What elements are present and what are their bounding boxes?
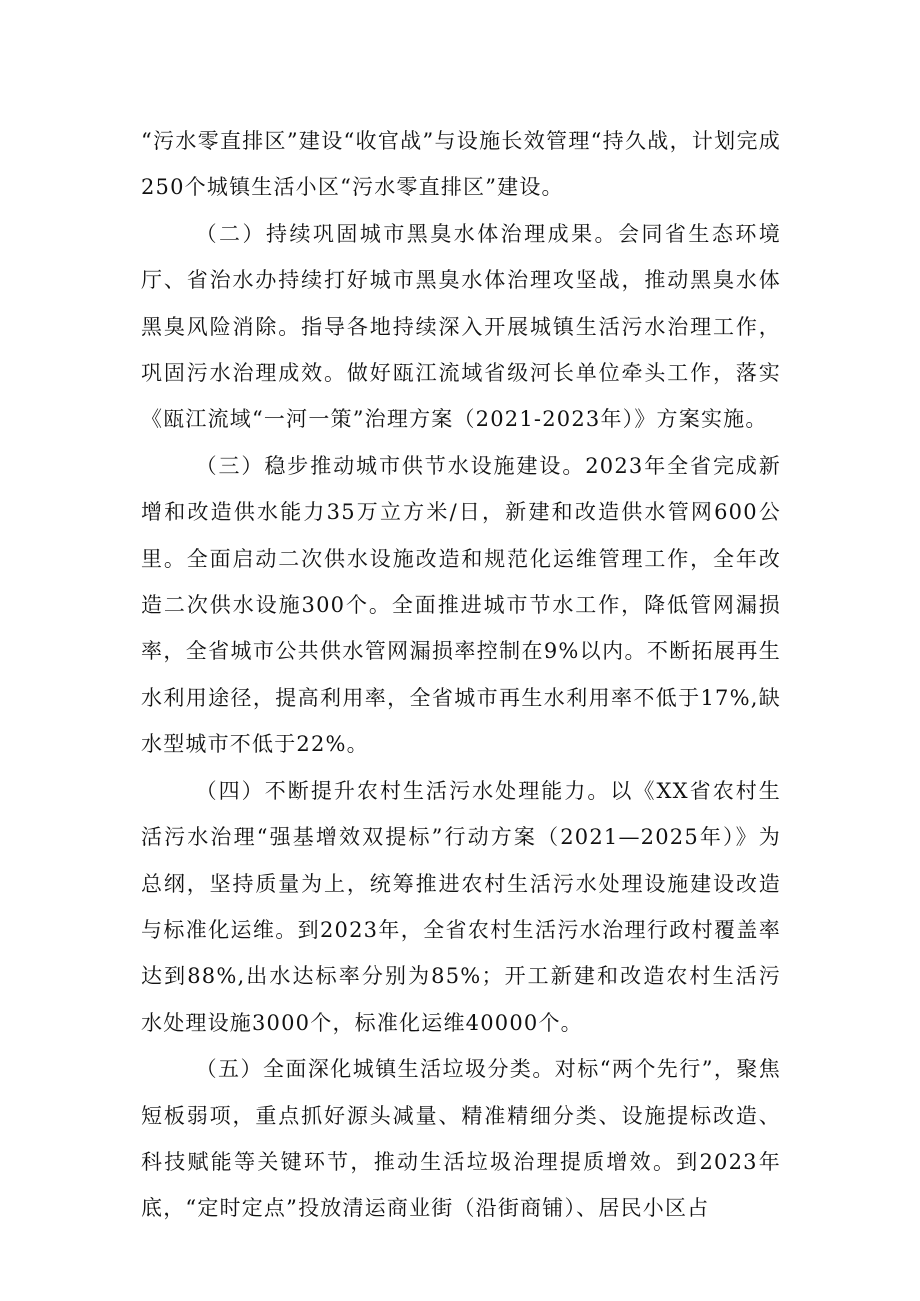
paragraph-continuation: “污水零直排区”建设“收官战”与设施长效管理“持久战，计划完成250个城镇生活小区“污水零直排区”建设。 — [141, 129, 781, 200]
paragraph-garbage-sorting: （五）全面深化城镇生活垃圾分类。对标“两个先行”，聚焦短板弱项，重点抓好源头减量、精准精细分类、设施提标改造、科技赋能等关键环节，推动生活垃圾治理提质增效。到2023年底，“定时定点”投放清运商业街（沿街商铺）、居民小区占 — [141, 1057, 781, 1221]
document-body — [141, 118, 781, 1232]
paragraph-rural-sewage: （四）不断提升农村生活污水处理能力。以《XX省农村生活污水治理“强基增效双提标”行动方案（2021—2025年）》为总纲，坚持质量为上，统筹推进农村生活污水处理设施建设改造与标准化运维。到2023年，全省农村生活污水治理行政村覆盖率达到88%,出水达标率分别为85%；开工新建和改造农村生活污水处理设施3000个，标准化运维40000个。 — [141, 778, 781, 1035]
paragraph-black-odorous-water: （二）持续巩固城市黑臭水体治理成果。会同省生态环境厅、省治水办持续打好城市黑臭水体治理攻坚战，推动黑臭水体黑臭风险消除。指导各地持续深入开展城镇生活污水治理工作，巩固污水治理成效。做好瓯江流域省级河长单位牵头工作，落实《瓯江流域“一河一策”治理方案（2021-2023年）》方案实施。 — [141, 221, 781, 432]
paragraph-water-supply: （三）稳步推动城市供节水设施建设。2023年全省完成新增和改造供水能力35万立方米/日，新建和改造供水管网600公里。全面启动二次供水设施改造和规范化运维管理工作，全年改造二次供水设施300个。全面推进城市节水工作，降低管网漏损率，全省城市公共供水管网漏损率控制在9%以内。不断拓展再生水利用途径，提高利用率，全省城市再生水利用率不低于17%,缺水型城市不低于22%。 — [141, 453, 781, 757]
